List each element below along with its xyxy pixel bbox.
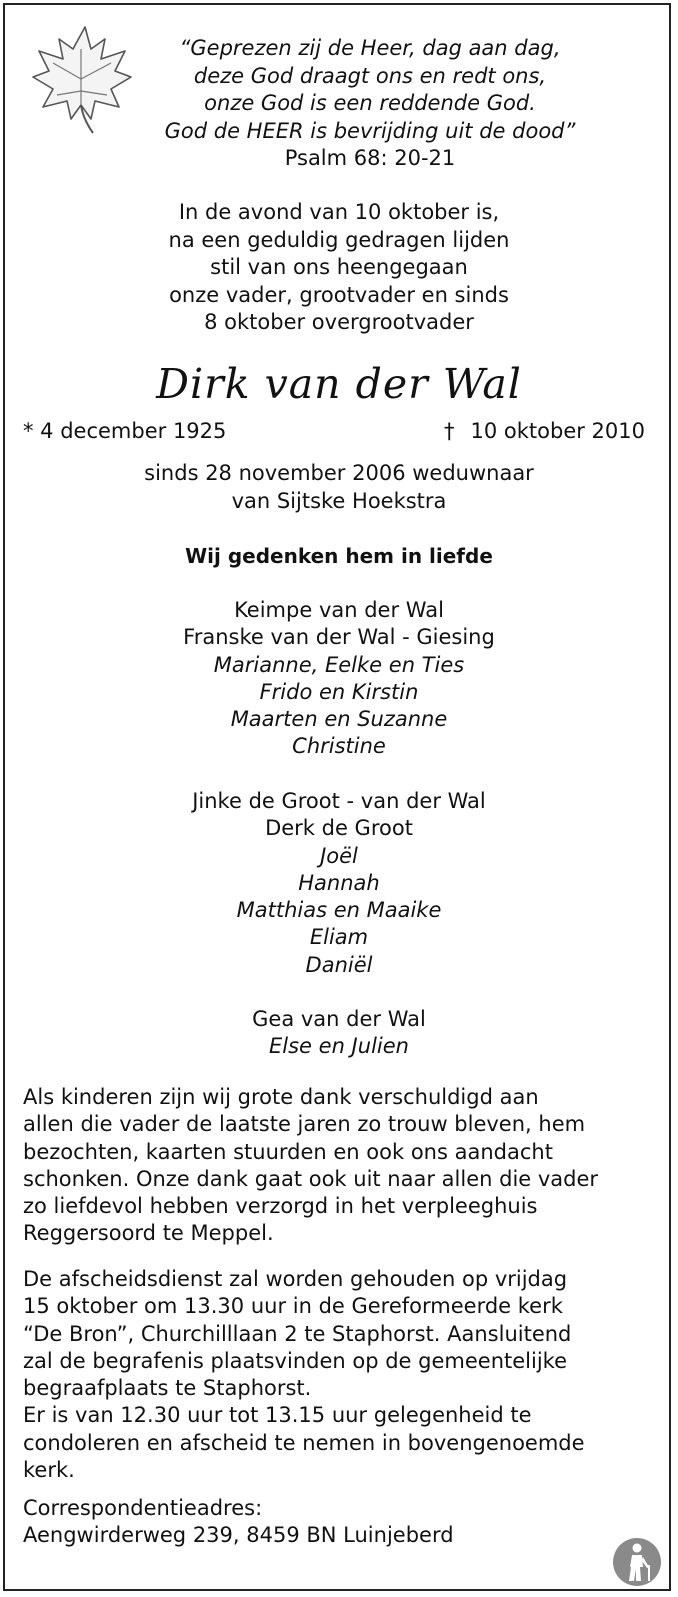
maple-leaf-icon — [27, 19, 135, 137]
quote-line: God de HEER is bevrijding uit de dood” — [164, 118, 576, 143]
family-group — [5, 788, 673, 979]
family-parent: Derk de Groot — [265, 816, 413, 841]
thanks-paragraph — [23, 1084, 653, 1248]
family-child: Eliam — [309, 925, 369, 950]
service-line: begraafplaats te Staphorst. — [23, 1376, 312, 1401]
family-child: Joël — [320, 843, 358, 868]
announcement-text — [5, 199, 673, 337]
service-line: De afscheidsdienst zal worden gehouden op vrijdag — [23, 1267, 568, 1291]
thanks-line: allen die vader de laatste jaren zo trouw bleven, hem — [23, 1112, 586, 1137]
service-line: zal de begrafenis plaatsvinden op de gemeentelijke — [23, 1348, 567, 1373]
thanks-line: zo liefdevol hebben verzorgd in het verpleeghuis — [23, 1194, 538, 1219]
walking-figure-icon — [612, 1537, 662, 1587]
quote-line: “Geprezen zij de Heer, dag aan dag, — [179, 36, 561, 60]
family-child: Frido en Kirstin — [259, 679, 419, 704]
correspondence-line: Aengwirderweg 239, 8459 BN Luinjeberd — [23, 1523, 454, 1548]
birth-date: * 4 december 1925 — [23, 419, 227, 443]
family-parent: Keimpe van der Wal — [234, 598, 444, 622]
family-child: Christine — [292, 734, 386, 759]
widower-note — [5, 460, 673, 515]
family-child: Matthias en Maaike — [236, 898, 442, 923]
thanks-line: schonken. Onze dank gaat ook uit naar allen die vader — [23, 1166, 599, 1191]
death-date: 10 oktober 2010 — [470, 419, 645, 443]
obituary-card — [3, 3, 671, 1591]
quote-line: deze God draagt ons en redt ons, — [193, 63, 547, 88]
deceased-name: Dirk van der Wal — [156, 360, 522, 408]
thanks-line: Reggersoord te Meppel. — [23, 1221, 274, 1246]
cross-icon: † — [444, 419, 455, 443]
service-line: 15 oktober om 13.30 uur in de Gereformeerde kerk — [23, 1294, 563, 1319]
death-date-row — [444, 417, 645, 445]
correspondence-label: Correspondentieadres: — [23, 1496, 263, 1520]
widower-line: sinds 28 november 2006 weduwnaar — [144, 461, 534, 485]
family-child: Marianne, Eelke en Ties — [213, 652, 465, 677]
family-child: Hannah — [298, 870, 380, 895]
family-parent: Gea van der Wal — [252, 1007, 426, 1031]
psalm-quote — [135, 35, 605, 145]
family-group — [5, 597, 673, 761]
service-line: “De Bron”, Churchilllaan 2 te Staphorst. Aansluitend — [23, 1321, 572, 1346]
family-child: Else en Julien — [269, 1034, 409, 1059]
family-group — [5, 1006, 673, 1061]
announcement-line: 8 oktober overgrootvader — [204, 310, 474, 334]
psalm-reference: Psalm 68: 20-21 — [284, 146, 456, 170]
announcement-line: In de avond van 10 oktober is, — [178, 200, 500, 224]
announcement-line: na een geduldig gedragen lijden — [168, 227, 510, 252]
correspondence-address — [23, 1495, 653, 1550]
remembrance-heading: Wij gedenken hem in liefde — [185, 544, 493, 568]
announcement-line: onze vader, grootvader en sinds — [169, 282, 509, 307]
family-child: Daniël — [305, 952, 373, 977]
thanks-line: Als kinderen zijn wij grote dank verschuldigd aan — [23, 1085, 539, 1109]
widower-line: van Sijtske Hoekstra — [231, 488, 447, 513]
service-line: condoleren en afscheid te nemen in bovengenoemde — [23, 1430, 585, 1455]
family-child: Maarten en Suzanne — [230, 707, 448, 732]
thanks-line: bezochten, kaarten stuurden en ook ons aandacht — [23, 1139, 553, 1164]
service-line: Er is van 12.30 uur tot 13.15 uur gelegenheid te — [23, 1403, 532, 1428]
service-paragraph — [23, 1266, 653, 1484]
family-parent: Franske van der Wal - Giesing — [183, 625, 495, 650]
family-parent: Jinke de Groot - van der Wal — [192, 789, 486, 813]
announcement-line: stil van ons heengegaan — [210, 255, 468, 279]
service-line: kerk. — [23, 1458, 75, 1483]
quote-line: onze God is een reddende God. — [204, 91, 536, 115]
